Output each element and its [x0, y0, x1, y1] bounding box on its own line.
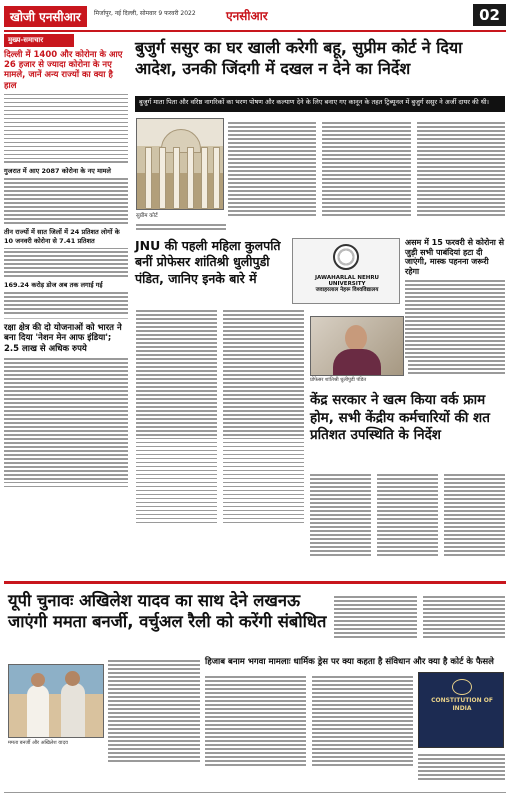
divider: [4, 318, 128, 319]
up-article-body: [108, 656, 200, 786]
defence-headline: रक्षा क्षेत्र की दो योजनाओं को भारत ने बना दिया 'नेशन मेन आफ इंडिया'; 2.5 लाख से अधिक रुपये: [4, 322, 122, 354]
jnu-emblem-icon: [333, 244, 359, 270]
constitution-photo: [418, 672, 504, 748]
jnu-logo-name: JAWAHARLAL NEHRU UNIVERSITY: [314, 275, 380, 287]
footer-rule: [4, 792, 506, 793]
emblem-icon: [452, 679, 472, 695]
rally-caption: ममता बनर्जी और अखिलेश यादव: [8, 740, 68, 746]
lead-article-body: [228, 118, 505, 234]
section-tag: मुख्य-समाचार: [4, 34, 74, 47]
jnu-side-body: [408, 316, 505, 388]
jnu-article-body: [136, 306, 304, 576]
delhi-covid-headline: दिल्ली में 1400 और कोरोना के आए 26 हजार से ज्यादा कोरोना के नए मामले, जानें अन्य राज्यों का क्या है हाल: [4, 50, 123, 91]
lead-summary-bar: बुजुर्ग माता पिता और वरिष्ठ नागरिकों का भरण पोषण और कल्याण देने के लिए बनाए गए कानून के तहत ट्रिब्यूनल में बुजुर्ग ससुर ने अर्जी दायर की थी।: [135, 96, 505, 112]
hijab-article-body: [205, 672, 413, 788]
vaccine-subhead: 169.24 करोड़ डोज अब तक लगाई गई: [4, 280, 103, 289]
vc-caption: प्रोफेसर शांतिश्री धुलीपुडी पंडित: [310, 377, 367, 383]
supreme-court-photo: [136, 118, 224, 210]
court-caption: सुप्रीम कोर्ट: [136, 213, 158, 219]
wfh-article-body: [310, 470, 505, 576]
issue-date: मिर्जापुर, नई दिल्ली, सोमवार 9 फरवरी 2022: [94, 10, 196, 17]
jnu-logo-hindi: जवाहरलाल नेहरू विश्वविद्यालय: [315, 287, 379, 293]
gujarat-subhead: गुजरात में आए 2087 कोरोना के नए मामले: [4, 167, 111, 176]
article-text: [4, 292, 128, 314]
wfh-headline: केंद्र सरकार ने खत्म किया वर्क फ्राम होम, सभी केंद्रीय कर्मचारियों की शत प्रतिशत उपस्थिति के निर्देश: [310, 392, 490, 444]
lead-headline: बुजुर्ग ससुर का घर खाली करेगी बहू, सुप्रीम कोर्ट ने दिया आदेश, उनकी जिंदगी में दखल न देने का निर्देश: [135, 38, 463, 78]
defence-subhead: तीन राज्यों में सात जिलों में 24 प्रतिशत लोगों के 10 जनवरी कोरोना से 7.41 प्रतिशत: [4, 227, 120, 245]
article-text: [4, 248, 128, 277]
hijab-headline: हिजाब बनाम भगवा मामलाः धार्मिक ड्रेस पर क्या कहता है संविधान और क्या है कोर्ट के फैसले: [205, 657, 494, 667]
rally-photo: [8, 664, 104, 738]
jnu-logo: [292, 238, 400, 304]
constitution-cover-text: CONSTITUTION OF INDIA: [431, 697, 493, 712]
up-article-right: [334, 592, 505, 652]
page-number: 02: [473, 4, 506, 26]
newspaper-brand: खोजी एनसीआर: [4, 6, 87, 27]
left-column: [4, 34, 128, 584]
section-divider: [4, 581, 506, 584]
lead-article-body-2: [136, 220, 226, 234]
up-election-headline: यूपी चुनावः अखिलेश यादव का साथ देने लखनऊ जाएंगी ममता बनर्जी, वर्चुअल रैली को करेंगी संबोधित: [8, 591, 327, 632]
masthead-rule: [4, 30, 506, 32]
masthead: [4, 4, 506, 30]
article-text: [4, 178, 128, 223]
vc-portrait-photo: [310, 316, 404, 376]
article-text: [4, 94, 128, 163]
assam-covid-headline: असम में 15 फरवरी से कोरोना से जुड़ी सभी पाबंदियां हटा दी जाएंगी, मास्क पहनना जरूरी रहेगा: [405, 238, 505, 276]
jnu-headline: JNU की पहली महिला कुलपति बनीं प्रोफेसर शांतिश्री धुलीपुडी पंडित, जानिए इनके बारे में: [135, 238, 281, 286]
article-text: [4, 358, 128, 487]
hijab-side-body: [418, 750, 505, 788]
section-title: एनसीआर: [226, 9, 268, 23]
